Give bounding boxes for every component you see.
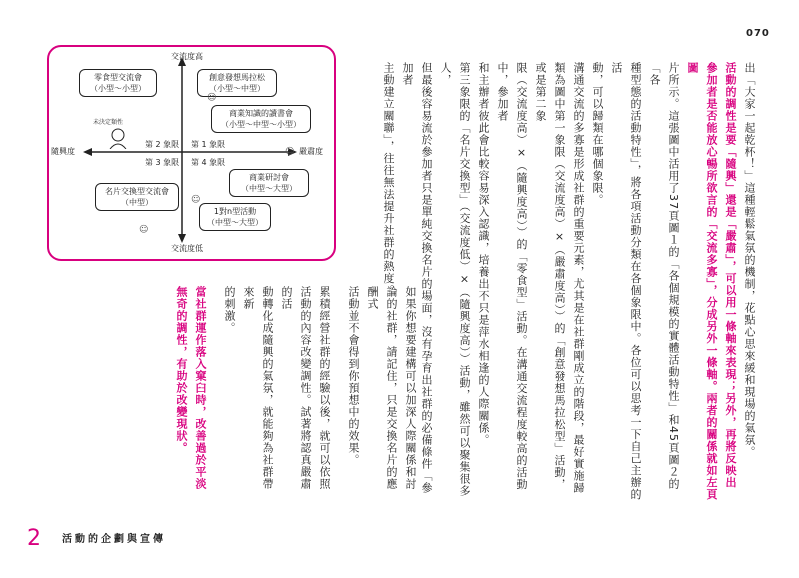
box-card-exchange: 名片交換型交流會 （中型） — [95, 183, 179, 211]
text-column: 如果你想要建構可以加深人際關係和討 — [404, 286, 417, 490]
sparkle-icon-4: ☺ — [285, 147, 295, 157]
text-column-highlight: 活動的調性是要「隨興」還是「嚴肅」，可以用一條軸來表現；另外，再將反映出 — [724, 62, 737, 489]
quadrant-3-label: 第 3 象限 — [145, 158, 180, 167]
text-column-highlight: 當社群運作落入窠臼時，改善過於平淡 — [194, 286, 207, 490]
box-ideathon: 創意發想馬拉松 （小型～中型） — [197, 69, 277, 97]
text-column: 片所示。這張圖中活用了37頁圖１的「各個規模的實體活動特性」和45頁圖２的「各 — [648, 62, 680, 490]
text-column-highlight: 參加者是否能放心暢所欲言的「交流多寡」，分成另外一條軸。兩者的關係就如左頁圖 — [686, 62, 718, 501]
box-seminar: 商業研討會 （中型～大型） — [229, 169, 309, 197]
axis-bottom-label: 交流度低 — [171, 244, 203, 253]
quadrant-diagram — [47, 45, 336, 261]
text-column: 的刺激。 — [223, 286, 236, 334]
text-column: 第三象限的「名片交換型」（交流度低）×（隨興度高））活動，雖然可以聚集很多人， — [439, 62, 471, 497]
text-column: 累積經營社群的經驗以後，就可以依照 — [318, 286, 331, 490]
text-column: 出「大家一起乾杯！」這種輕鬆氣氛的機制，花點心思來緩和現場的氣氛。 — [743, 62, 756, 458]
text-column: 活動並不會得到你預想中的效果。 — [347, 286, 360, 466]
text-column: 動轉化成隨興的氣氛，就能夠為社群帶來新 — [242, 286, 274, 490]
axis-top-label: 交流度高 — [171, 52, 203, 61]
text-column: 限（交流度高）×（隨興度高））的「零食型」活動。在溝通交流程度較高的活動中，參加者 — [496, 62, 528, 491]
text-column: 溝通交流的多寡是形成社群的重要元素，尤其是在社群剛成立的階段，最好實施歸 — [572, 62, 585, 494]
text-column: 但最後容易流於參加者只是單純交換名片的場面，沒有孕育出社群的必備條件「參加者 — [401, 62, 433, 494]
text-column: 動，可以歸類在哪個象限。 — [591, 62, 604, 206]
text-column: 類為圖中第一象限（交流度高）×（嚴肅度高））的「創意發想馬拉松型」活動，或是第二象 — [534, 62, 566, 491]
axis-left-label: 隨興度 — [51, 147, 75, 156]
text-column: 種型態的活動特性」，將各項活動分類在各個象限中。各位可以思考一下自己主辦的活 — [610, 62, 642, 501]
text-column: 活動的內容改變調性。試著將認真嚴肅的活 — [280, 286, 312, 490]
text-column: 和主辦者彼此會比較容易深入認識，培養出不只是萍水相逢的人際關係。 — [477, 62, 490, 446]
quadrant-2-label: 第 2 象限 — [145, 140, 180, 149]
box-snack-meetup: 零食型交流會 （小型～小型） — [79, 69, 157, 97]
box-1ton-event: 1對n型活動 （中型～大型） — [199, 203, 271, 231]
text-column: 論的社群，請記住，只是交換名片的應酬式 — [366, 286, 398, 490]
right-body-text — [379, 62, 759, 502]
chapter-number: 2 — [27, 526, 41, 551]
person-icon — [107, 127, 129, 149]
text-column: 主動建立關聯」，往往無法提升社群的熱度。 — [382, 62, 395, 297]
page-number: 070 — [746, 28, 770, 39]
quadrant-4-label: 第 4 象限 — [191, 158, 226, 167]
axis-right-label: 嚴肅度 — [299, 147, 323, 156]
sparkle-icon-2: ☺ — [191, 195, 201, 205]
quadrant-1-label: 第 1 象限 — [191, 140, 226, 149]
middle-body-text — [172, 286, 420, 501]
text-column-highlight: 無奇的調性，有助於改變現狀。 — [175, 286, 188, 454]
box-study-group: 商業知識的讀書會 （小型～中型～小型） — [211, 105, 311, 133]
sparkle-icon: ☺ — [207, 93, 217, 103]
chapter-title: 活動的企劃與宣傳 — [62, 534, 166, 545]
undecided-note: 未決定類性 — [93, 119, 124, 126]
sparkle-icon-3: ☺ — [139, 225, 149, 235]
